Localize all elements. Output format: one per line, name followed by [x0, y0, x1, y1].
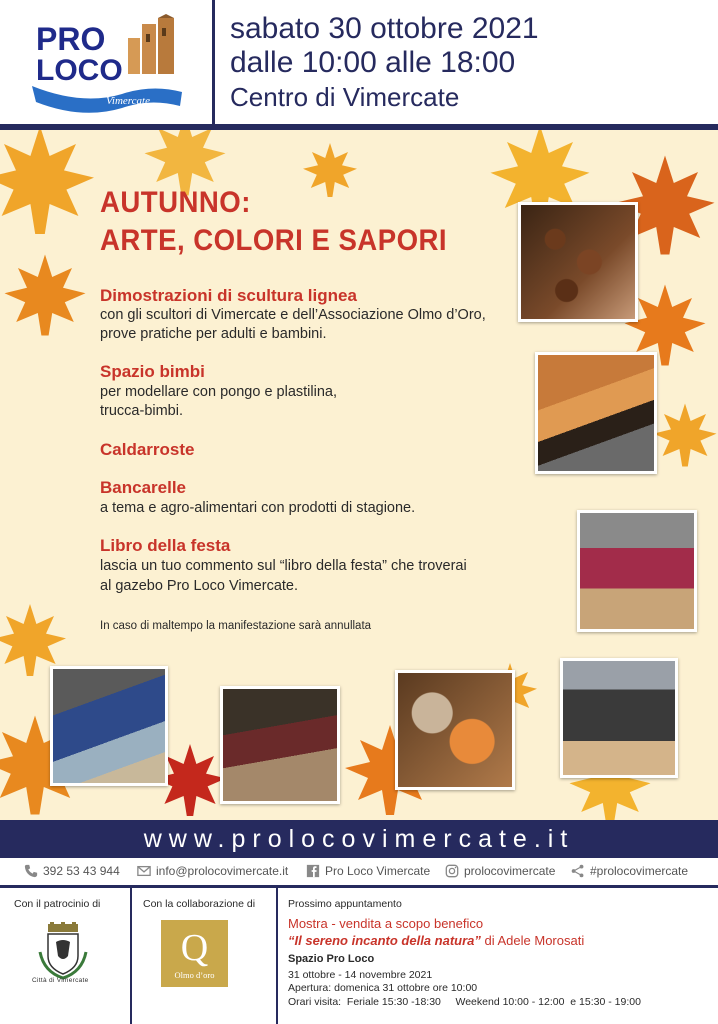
website-link[interactable]: www.prolocovimercate.it — [143, 825, 575, 853]
next-event-title-line — [288, 933, 584, 948]
svg-text:LOCO: LOCO — [36, 54, 123, 87]
photo-sculptor-grinding — [577, 510, 697, 632]
header-divider — [212, 0, 215, 124]
pro-loco-logo — [22, 14, 192, 114]
next-event-title: “Il sereno incanto della natura” — [288, 933, 481, 948]
contact-email[interactable] — [137, 864, 288, 878]
olmo-logo-letter: Q — [180, 927, 209, 969]
next-event-author: di Adele Morosati — [480, 933, 585, 948]
event-time: dalle 10:00 alle 18:00 — [230, 46, 516, 79]
instagram-icon — [445, 864, 459, 878]
patronage-label: Con il patrocinio di — [14, 898, 101, 910]
collab-name: Olmo d’oro — [174, 970, 215, 980]
photo-chestnuts — [518, 202, 638, 322]
phone-icon — [24, 864, 38, 878]
mail-icon — [137, 864, 151, 878]
poster-title-line1: AUTUNNO: — [100, 186, 251, 219]
svg-text:Vimercate: Vimercate — [106, 95, 150, 107]
photo-carving-tools — [535, 352, 657, 474]
poster-title-line2: ARTE, COLORI E SAPORI — [100, 224, 448, 257]
maple-leaf-icon — [0, 250, 90, 340]
header — [0, 0, 718, 125]
email-address: info@prolocovimercate.it — [156, 864, 289, 878]
contact-instagram[interactable] — [445, 864, 555, 878]
phone-number: 392 53 43 944 — [43, 864, 120, 878]
item-title-stalls: Bancarelle — [100, 478, 186, 497]
item-text-book-2: al gazebo Pro Loco Vimercate. — [100, 578, 299, 594]
item-text-kids-1: per modellare con pongo e plastilina, — [100, 384, 337, 400]
footer-divider-1 — [130, 888, 132, 1024]
poster-body — [0, 130, 718, 820]
coat-of-arms-icon — [36, 922, 90, 982]
event-place: Centro di Vimercate — [230, 82, 460, 112]
photo-woodcarver-seated — [220, 686, 340, 804]
next-event-venue: Spazio Pro Loco — [288, 953, 375, 965]
footer-divider-2 — [276, 888, 278, 1024]
item-text-sculpture-2: prove pratiche per adulti e bambini. — [100, 326, 327, 342]
maple-leaf-icon — [650, 400, 718, 470]
item-text-sculpture-1: con gli scultori di Vimercate e dell’Associazione Olmo d’Oro, — [100, 307, 486, 323]
instagram-handle: prolocovimercate — [464, 864, 556, 878]
contact-facebook[interactable] — [306, 864, 430, 878]
next-event-label: Prossimo appuntamento — [288, 898, 402, 910]
item-title-chestnuts: Caldarroste — [100, 440, 195, 459]
next-event-dates: 31 ottobre - 14 novembre 2021 — [288, 969, 433, 981]
patronage-name: Città di Vimercate — [32, 977, 89, 984]
next-event-hours: Orari visita: Feriale 15:30 -18:30 Weekend 10:00 - 12:00 e 15:30 - 19:00 — [288, 996, 641, 1008]
next-event-type: Mostra - vendita a scopo benefico — [288, 916, 484, 931]
photo-sculptor-statue — [560, 658, 678, 778]
olmo-doro-logo — [161, 920, 228, 987]
maple-leaf-icon — [300, 140, 360, 200]
photo-pumpkins — [395, 670, 515, 790]
item-title-book: Libro della festa — [100, 536, 231, 555]
item-text-stalls-1: a tema e agro-alimentari con prodotti di stagione. — [100, 500, 416, 516]
item-title-sculpture: Dimostrazioni di scultura lignea — [100, 286, 357, 305]
collab-label: Con la collaborazione di — [143, 898, 256, 910]
next-event-opening: Apertura: domenica 31 ottobre ore 10:00 — [288, 982, 478, 994]
contact-hashtag[interactable] — [571, 864, 688, 878]
event-date: sabato 30 ottobre 2021 — [230, 12, 539, 45]
item-text-book-1: lascia un tuo commento sul “libro della festa” che troverai — [100, 558, 467, 574]
website-bar — [0, 820, 718, 858]
facebook-icon — [306, 864, 320, 878]
contact-phone[interactable] — [24, 864, 120, 878]
svg-text:PRO: PRO — [36, 21, 106, 57]
contacts-row — [0, 858, 718, 886]
facebook-name: Pro Loco Vimercate — [325, 864, 431, 878]
hashtag-text: #prolocovimercate — [590, 864, 689, 878]
weather-note: In caso di maltempo la manifestazione sarà annullata — [100, 620, 372, 632]
item-text-kids-2: trucca-bimbi. — [100, 403, 183, 419]
share-icon — [571, 864, 585, 878]
item-title-kids: Spazio bimbi — [100, 362, 205, 381]
footer — [0, 888, 718, 1024]
photo-man-drawing — [50, 666, 168, 786]
maple-leaf-icon — [0, 130, 100, 240]
